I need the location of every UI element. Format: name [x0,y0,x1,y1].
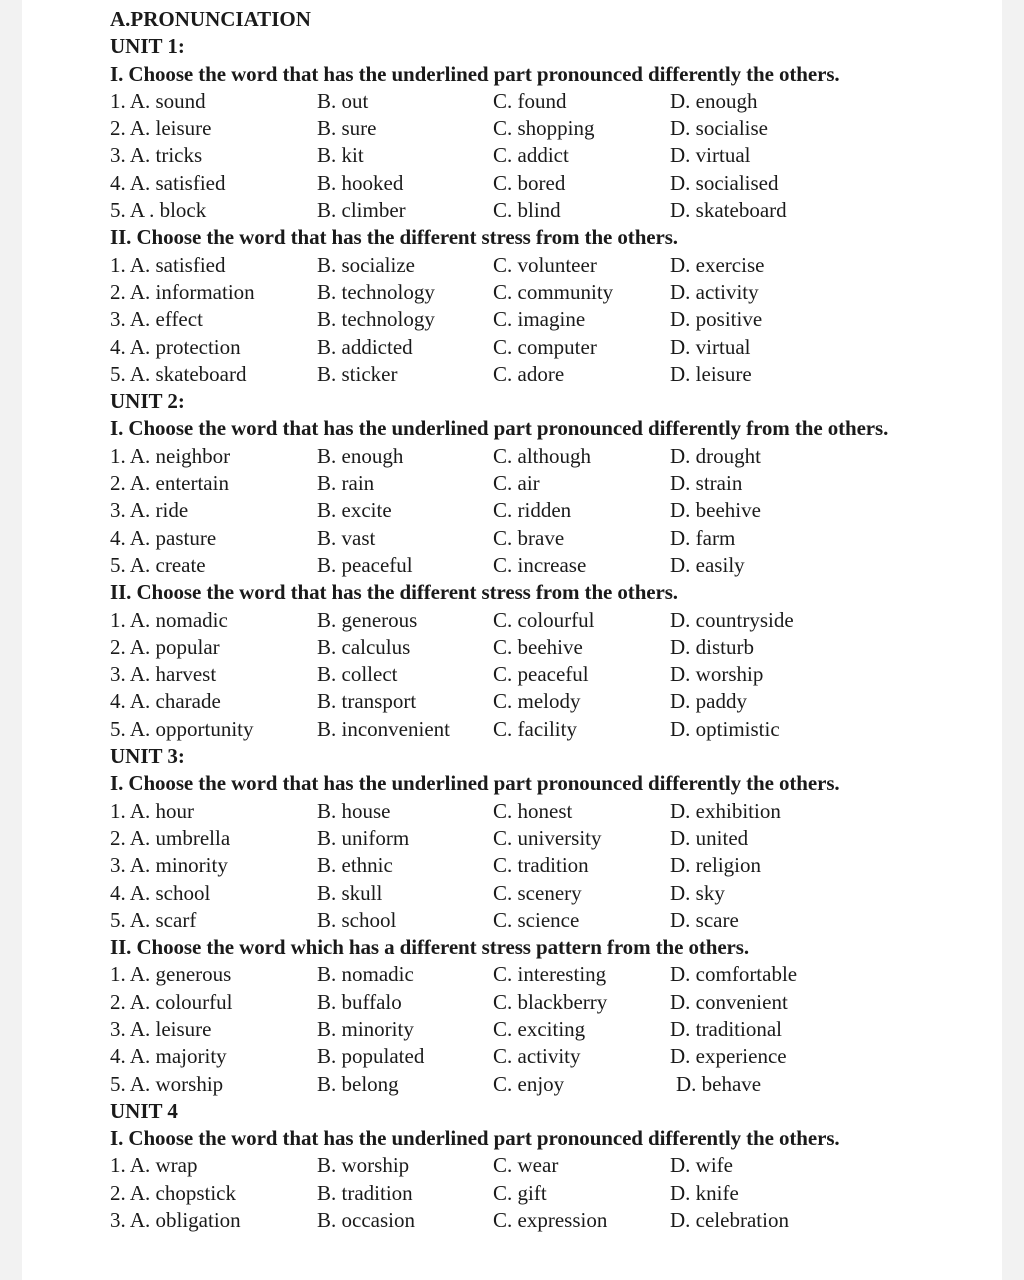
option-a: 2. A. umbrella [110,825,231,850]
option-a: 4. A. charade [110,689,221,714]
option-d: D. convenient [670,989,788,1014]
option-c: C. university [493,825,602,850]
units-container [110,33,990,1234]
option-b: B. inconvenient [317,716,450,741]
exercise-instruction: I. Choose the word that has the underlined part pronounced differently from the others. [110,416,889,441]
question-row [110,497,990,524]
question-row [110,661,990,688]
question-row [110,907,990,934]
option-b: B. ethnic [317,853,393,878]
option-d: D. behave [676,1071,762,1096]
option-d: D. exhibition [670,798,781,823]
option-b: B. climber [317,198,406,223]
option-d: D. comfortable [670,962,798,987]
option-b: B. socialize [317,252,415,277]
question-row [110,1180,990,1207]
option-c: C. expression [493,1208,608,1233]
option-c: C. exciting [493,1016,586,1041]
exercise-instruction: I. Choose the word that has the underlined part pronounced differently the others. [110,1126,840,1151]
option-c: C. brave [493,525,565,550]
option-d: D. countryside [670,607,794,632]
option-b: B. nomadic [317,962,414,987]
option-a: 3. A. ride [110,498,189,523]
option-a: 2. A. chopstick [110,1180,236,1205]
option-c: C. computer [493,334,597,359]
option-b: B. sure [317,116,377,141]
option-d: D. experience [670,1044,787,1069]
option-c: C. imagine [493,307,586,332]
option-a: 4. A. satisfied [110,170,226,195]
option-c: C. bored [493,170,566,195]
option-c: C. peaceful [493,662,589,687]
question-row [110,470,990,497]
option-a: 1. A. nomadic [110,607,228,632]
option-b: B. peaceful [317,552,413,577]
option-a: 1. A. hour [110,798,194,823]
option-d: D. positive [670,307,763,332]
option-d: D. disturb [670,634,754,659]
question-row [110,115,990,142]
option-a: 5. A. worship [110,1071,224,1096]
option-b: B. transport [317,689,417,714]
option-c: C. community [493,279,614,304]
question-row [110,197,990,224]
option-d: D. enough [670,88,758,113]
option-a: 4. A. majority [110,1044,227,1069]
option-c: C. ridden [493,498,572,523]
option-d: D. drought [670,443,761,468]
option-c: C. interesting [493,962,607,987]
question-row [110,443,990,470]
option-a: 3. A. tricks [110,143,203,168]
document-content [110,6,990,1234]
question-row [110,989,990,1016]
option-c: C. adore [493,361,565,386]
option-b: B. excite [317,498,392,523]
question-row [110,607,990,634]
option-c: C. wear [493,1153,559,1178]
option-b: B. belong [317,1071,399,1096]
question-row [110,252,990,279]
question-row [110,1043,990,1070]
option-a: 4. A. pasture [110,525,217,550]
question-row [110,1016,990,1043]
option-d: D. religion [670,853,761,878]
option-d: D. easily [670,552,745,577]
option-c: C. although [493,443,591,468]
option-d: D. united [670,825,749,850]
option-b: B. school [317,907,397,932]
option-b: B. generous [317,607,418,632]
option-d: D. celebration [670,1208,789,1233]
option-c: C. colourful [493,607,595,632]
option-d: D. exercise [670,252,765,277]
question-row [110,961,990,988]
option-a: 3. A. leisure [110,1016,212,1041]
option-d: D. skateboard [670,198,787,223]
option-a: 3. A. minority [110,853,228,878]
option-b: B. out [317,88,369,113]
question-row [110,306,990,333]
option-d: D. leisure [670,361,752,386]
option-a: 5. A . block [110,198,207,223]
exercise-instruction: II. Choose the word that has the different stress from the others. [110,225,678,250]
option-c: C. gift [493,1180,547,1205]
option-d: D. socialised [670,170,779,195]
option-a: 2. A. leisure [110,116,212,141]
question-row [110,1152,990,1179]
option-b: B. calculus [317,634,411,659]
option-a: 2. A. entertain [110,471,229,496]
unit-heading: UNIT 1: [110,34,185,59]
option-d: D. virtual [670,334,751,359]
option-c: C. honest [493,798,573,823]
option-b: B. uniform [317,825,410,850]
option-c: C. blackberry [493,989,608,1014]
option-c: C. scenery [493,880,582,905]
option-b: B. kit [317,143,364,168]
option-c: C. tradition [493,853,589,878]
option-d: D. activity [670,279,759,304]
question-row [110,825,990,852]
option-a: 4. A. protection [110,334,241,359]
option-a: 3. A. obligation [110,1208,241,1233]
option-c: C. increase [493,552,587,577]
option-c: C. science [493,907,580,932]
question-row [110,716,990,743]
question-row [110,142,990,169]
option-a: 1. A. satisfied [110,252,226,277]
option-b: B. house [317,798,391,823]
question-row [110,688,990,715]
unit-heading: UNIT 2: [110,389,185,414]
question-row [110,361,990,388]
question-row [110,88,990,115]
option-d: D. sky [670,880,725,905]
option-a: 3. A. harvest [110,662,217,687]
option-a: 4. A. school [110,880,211,905]
option-c: C. found [493,88,567,113]
option-a: 2. A. information [110,279,255,304]
option-b: B. collect [317,662,398,687]
option-d: D. beehive [670,498,761,523]
section-title: A.PRONUNCIATION [110,7,311,31]
option-b: B. addicted [317,334,413,359]
option-c: C. activity [493,1044,581,1069]
question-row [110,1071,990,1098]
option-b: B. technology [317,279,435,304]
option-b: B. hooked [317,170,404,195]
question-row [110,634,990,661]
option-a: 5. A. create [110,552,206,577]
question-row [110,170,990,197]
option-d: D. knife [670,1180,739,1205]
option-c: C. volunteer [493,252,597,277]
option-a: 1. A. sound [110,88,206,113]
option-b: B. populated [317,1044,425,1069]
option-b: B. worship [317,1153,410,1178]
option-a: 2. A. popular [110,634,220,659]
option-b: B. buffalo [317,989,402,1014]
option-b: B. vast [317,525,376,550]
option-b: B. occasion [317,1208,415,1233]
option-b: B. enough [317,443,404,468]
option-b: B. minority [317,1016,414,1041]
option-a: 5. A. scarf [110,907,197,932]
option-c: C. melody [493,689,581,714]
option-d: D. worship [670,662,764,687]
question-row [110,880,990,907]
option-d: D. paddy [670,689,747,714]
option-d: D. scare [670,907,739,932]
option-d: D. traditional [670,1016,782,1041]
option-a: 1. A. generous [110,962,232,987]
document-page [22,0,1002,1280]
option-d: D. farm [670,525,736,550]
exercise-instruction: I. Choose the word that has the underlined part pronounced differently the others. [110,61,840,86]
option-b: B. tradition [317,1180,413,1205]
option-a: 5. A. opportunity [110,716,254,741]
exercise-instruction: II. Choose the word that has the different stress from the others. [110,580,678,605]
exercise-instruction: I. Choose the word that has the underlined part pronounced differently the others. [110,771,840,796]
unit-heading: UNIT 4 [110,1098,178,1123]
exercise-instruction: II. Choose the word which has a different stress pattern from the others. [110,935,749,960]
option-a: 3. A. effect [110,307,203,332]
option-c: C. shopping [493,116,595,141]
question-row [110,552,990,579]
option-a: 2. A. colourful [110,989,233,1014]
option-c: C. enjoy [493,1071,565,1096]
option-d: D. socialise [670,116,768,141]
option-a: 1. A. wrap [110,1153,198,1178]
question-row [110,334,990,361]
option-d: D. wife [670,1153,733,1178]
option-c: C. beehive [493,634,583,659]
unit-heading: UNIT 3: [110,744,185,769]
question-row [110,1207,990,1234]
option-b: B. skull [317,880,383,905]
option-c: C. facility [493,716,577,741]
option-b: B. sticker [317,361,398,386]
option-a: 5. A. skateboard [110,361,247,386]
option-d: D. optimistic [670,716,780,741]
question-row [110,798,990,825]
option-c: C. blind [493,198,561,223]
question-row [110,525,990,552]
option-c: C. air [493,471,540,496]
option-b: B. technology [317,307,435,332]
question-row [110,852,990,879]
option-d: D. virtual [670,143,751,168]
question-row [110,279,990,306]
option-b: B. rain [317,471,375,496]
option-a: 1. A. neighbor [110,443,231,468]
option-d: D. strain [670,471,743,496]
option-c: C. addict [493,143,569,168]
